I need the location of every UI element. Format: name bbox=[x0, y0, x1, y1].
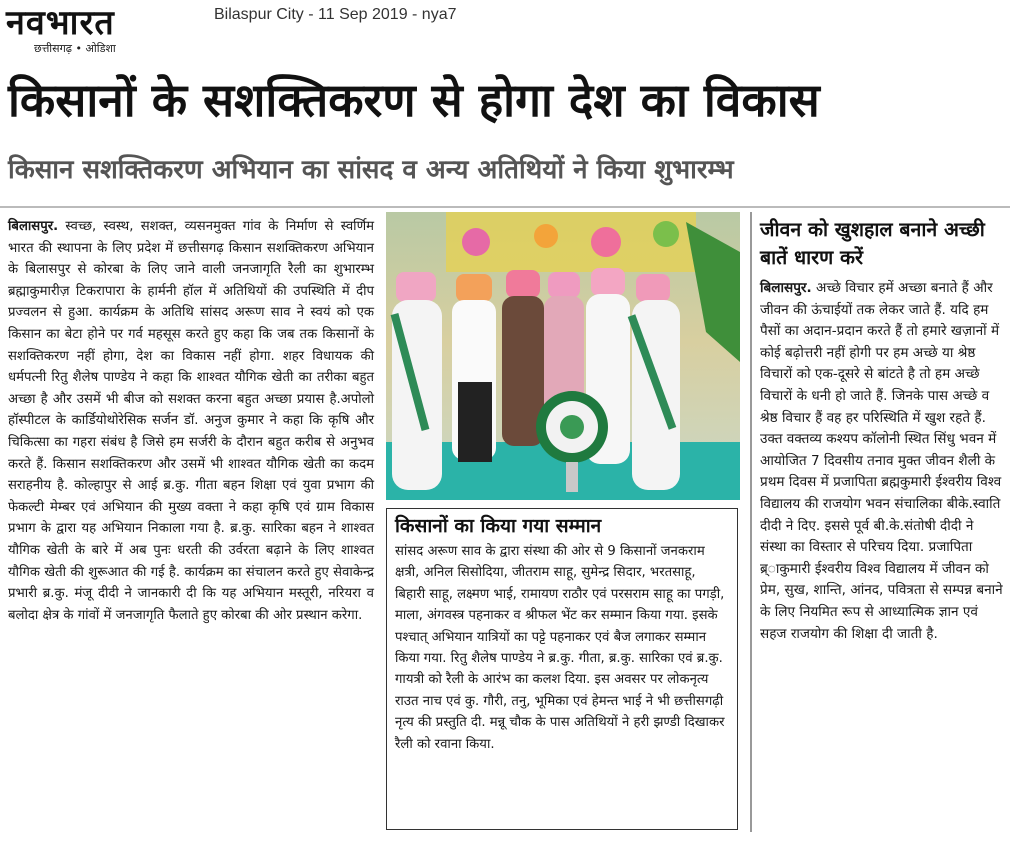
newspaper-logo bbox=[6, 4, 196, 58]
side-story-title: जीवन को खुशहाल बनाने अच्छी बातें धारण करें bbox=[760, 218, 985, 269]
logo-text: नवभारत bbox=[6, 3, 115, 43]
box-body: सांसद अरूण साव के द्वारा संस्था की ओर से 9 किसानों जनकराम क्षत्री, अनिल सिसोदिया, जीतराम साहू, सुमेन्द्र सिदार, भरतसाहू, बिहारी साहू, लक्ष्मण भाई, रामायण राठौर एवं परसराम साहू का पगड़ी, माला, अंगवस्त्र पहनाकर व श्रीफल भेंट कर सम्मान किया गया. इसके पश्चात् अभियान यात्रियों का पट्टे पहनाकर एवं बैज लगाकर सम्मान किया गया. रितु शैलेष पाण्डेय ने ब्र.कु. गीता, ब्र.कु. सारिका एवं ब्र.कु. गायत्री को रैली के आरंभ का कलश दिया. इस अवसर पर लोकनृत्य राउत नाच एवं कु. गौरी, तनु, भूमिका एवं हेमन्त भाई ने भी छत्तीसगढ़ी नृत्य की प्रस्तुति दी. मन्नू चौक के पास अतिथियों ने हरी झण्डी दिखाकर रैली को रवाना किया. bbox=[395, 544, 725, 752]
box-title: किसानों का किया गया सम्मान bbox=[395, 515, 602, 537]
felicitation-box bbox=[386, 508, 738, 830]
event-photo-illustration bbox=[386, 212, 740, 500]
main-story-body: स्वच्छ, स्वस्थ, सशक्त, व्यसनमुक्त गांव के निर्माण से स्वर्णिम भारत की स्थापना के लिए प्रदेश में छत्तीसगढ़ किसान सशक्तिकरण अभियान के बिलासपुर से कोरबा के लिए जाने वाली जनजागृति रैली का शुभारम्भ ब्रह्माकुमारीज़ टिकरापारा के हार्मनी हॉल में अतिथियों की उपस्थिति में दीप प्रज्वलन से हुआ. कार्यक्रम के अतिथि सांसद अरूण साव ने स्वयं को एक किसान का बेटा होने पर गर्व महसूस करते हुए कहा कि जब तक किसानों के सशक्तिकरण नहीं होगा, देश का विकास नहीं होगा. शहर विधायक की धर्मपत्नी रितु शैलेष पाण्डेय ने कहा कि शाश्वत यौगिक खेती का तरीका बहुत अच्छा है और उसमें भी बीज को सशक्त करना बहुत अच्छा प्रयास है.अपोलो हॉस्पीटल के कार्डियोथोरेसिक सर्जन डॉ. अनुज कुमार ने कहा कि कृषि और चिकित्सा का गहरा संबंध है जिसे हम सर्जरी के दौरान बहुत करीब से अनुभव करते हैं. किसान सशक्तिकरण और उसमें भी शाश्वत यौगिक खेती का कदम सराहनीय है. कोल्हापुर से आई ब्र.कु. गीता बहन शिक्षा एवं युवा प्रभाग की फेकल्टी मेम्बर एवं अभियान की मुख्य वक्ता ने कहा कृषि एवं ग्राम विकास प्रभाग के द्वारा यह अभियान निकाला गया है. ब्र.कु. सारिका बहन ने शाश्वत यौगिक खेती के बारे में अब पुनः धरती की उर्वरता बढ़ाने के लिए शाश्वत यौगिक खेती की शुरूआत की गई है. कार्यक्रम का संचालन करते हुए सेवाकेन्द्र प्रभारी ब्र.कु. मंजू दीदी ने जानकारी दी कि यह अभियान मस्तूरी, नरियरा व बलोदा क्षेत्र के गांवों में जनजागृति फैलाते हुए कोरबा की ओर प्रस्थान करेगा. bbox=[8, 219, 374, 623]
masthead bbox=[0, 0, 1010, 62]
header-divider bbox=[0, 206, 1010, 208]
logo-subtitle: छत्तीसगढ़ • ओडिशा bbox=[34, 42, 116, 55]
side-story bbox=[760, 216, 1004, 645]
headline: किसानों के सशक्तिकरण से होगा देश का विकास bbox=[8, 73, 820, 127]
side-story-dateline: बिलासपुर. bbox=[760, 280, 812, 296]
subheadline: किसान सशक्तिकरण अभियान का सांसद व अन्य अतिथियों ने किया शुभारम्भ bbox=[8, 155, 734, 185]
side-story-body: अच्छे विचार हमें अच्छा बनाते हैं और जीवन की ऊंचाईयों तक लेकर जाते हैं. यदि हम पैसों का अदान-प्रदान करते हैं तो हमारे खज़ानों में कोई बढ़ोत्तरी नहीं होगी पर हम अच्छे या श्रेष्ठ विचारों को एक-दूसरे से बांटते है तो हम अच्छे विचारों के धनी हो जाते हैं. जिनके पास अच्छे व श्रेष्ठ विचार हैं वह हर परिस्थिति में खुश रहते हैं. उक्त वक्तव्य कश्यप कॉलोनी स्थित सिंधु भवन में आयोजित 7 दिवसीय तनाव मुक्त जीवन शैली के प्रथम दिवस में प्रजापिता ब्रह्मकुमारी ईश्वरीय विश्व विद्यालय की राजयोग भवन संचालिका बीके.स्वाति दीदी ने दिए. इससे पूर्व बी.के.संतोषी दीदी ने संस्था का विस्तार से परिचय दिया. प्रजापिता ब्र्ाकुमारी ईश्वरीय विश्व विद्यालय में जीवन को प्रेम, सुख, शान्ति, आंनद, पवित्रता से सम्पन्न बनाने के लिए नियमित रूप से आध्यात्मिक ज्ञान एवं सहज राजयोग की शिक्षा दी जाती है. bbox=[760, 280, 1003, 642]
edition-dateline: Bilaspur City - 11 Sep 2019 - nya7 bbox=[214, 6, 457, 23]
main-story bbox=[8, 216, 374, 626]
column-divider bbox=[750, 212, 752, 832]
main-story-dateline: बिलासपुर. bbox=[8, 219, 59, 234]
side-story-text bbox=[760, 278, 1004, 645]
event-photo bbox=[386, 212, 740, 500]
